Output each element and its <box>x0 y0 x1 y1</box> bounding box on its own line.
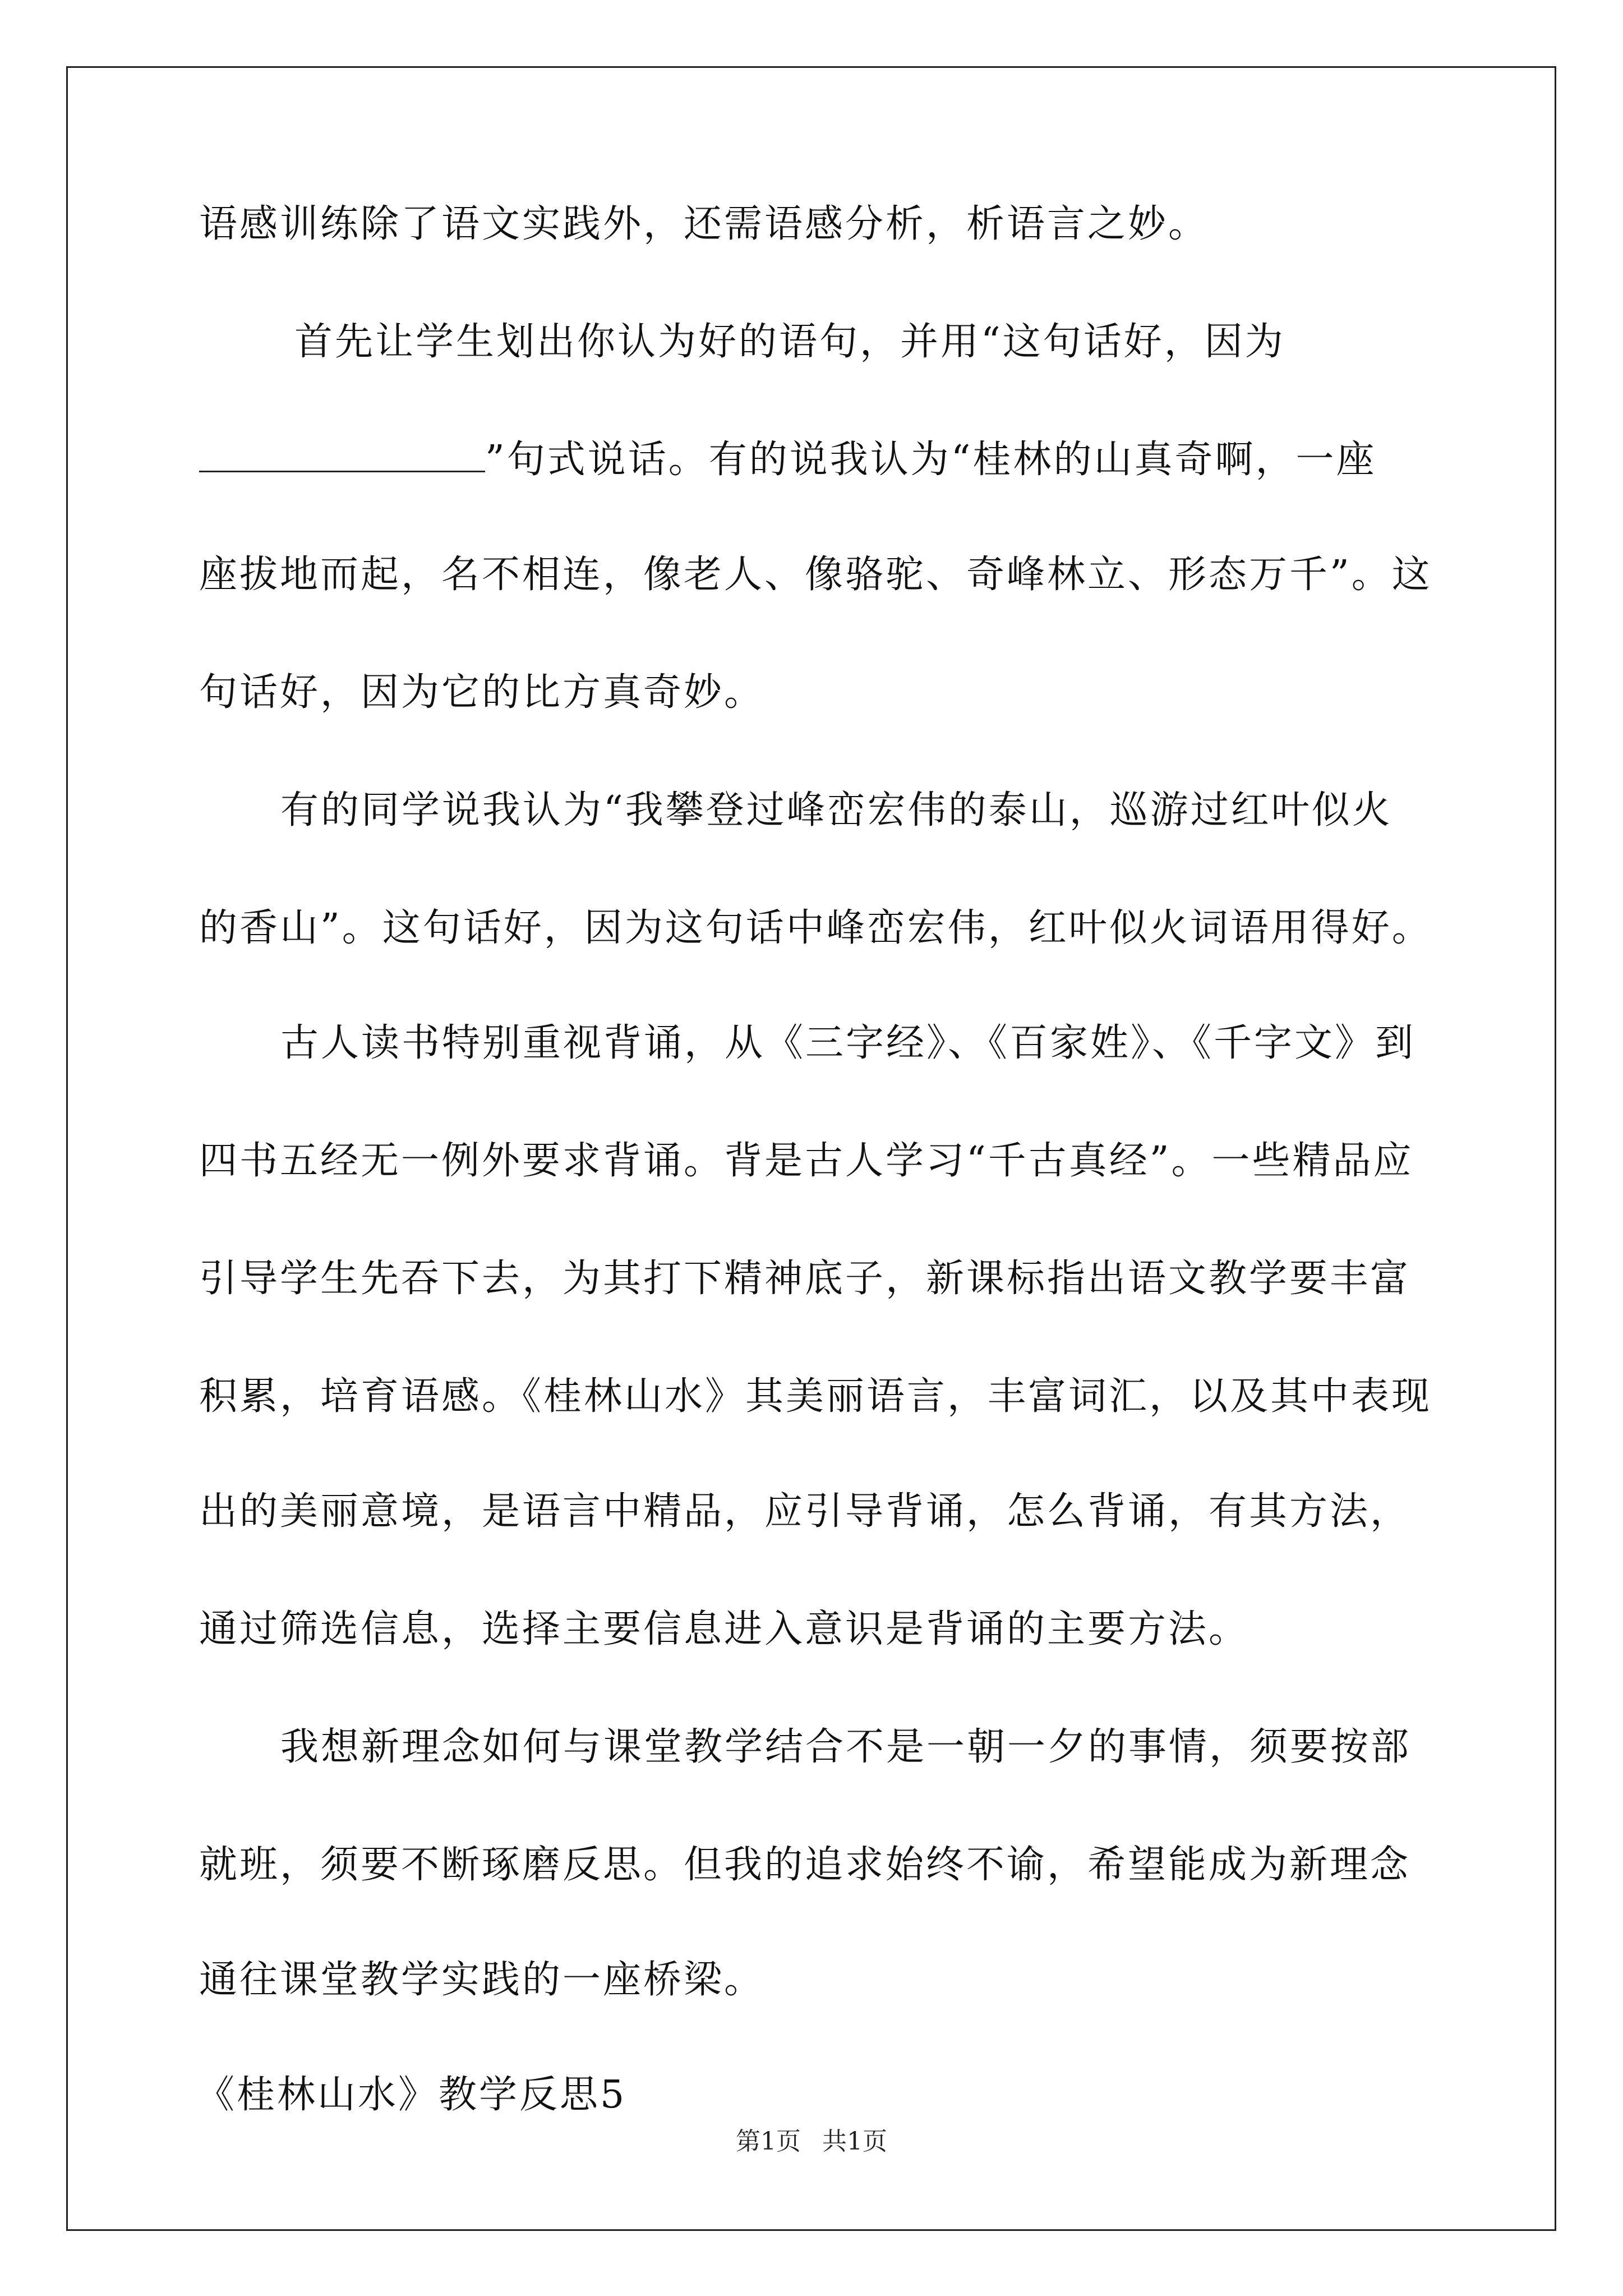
section-heading: 《桂林山水》教学反思5 <box>196 2073 627 2117</box>
text-line-continuation: ”句式说话。有的说我认为“桂林的山真奇啊，一座 <box>485 438 1377 482</box>
text-line: 古人读书特别重视背诵，从《三字经》、《百家姓》、《千字文》到 <box>280 1021 1416 1065</box>
text-line: 通往课堂教学实践的一座桥梁。 <box>199 1958 765 2002</box>
text-line: 的香山”。这句话好，因为这句话中峰峦宏伟，红叶似火词语用得好。 <box>199 906 1432 950</box>
text-line: 出的美丽意境，是语言中精品，应引导背诵，怎么背诵，有其方法， <box>199 1489 1411 1534</box>
text-line: 积累，培育语感。《桂林山水》其美丽语言，丰富词汇，以及其中表现 <box>199 1374 1432 1419</box>
text-line: 句话好，因为它的比方真奇妙。 <box>199 670 765 715</box>
text-line: 座拔地而起，名不相连，像老人、像骆驼、奇峰林立、形态万千”。这 <box>199 553 1432 597</box>
text-line: 就班，须要不断琢磨反思。但我的追求始终不谕，希望能成为新理念 <box>199 1843 1411 1887</box>
page-total: 共1页 <box>822 2127 887 2156</box>
text-line: 首先让学生划出你认为好的语句，并用“这句话好，因为 <box>294 320 1285 364</box>
text-line: 有的同学说我认为“我攀登过峰峦宏伟的泰山，巡游过红叶似火 <box>280 788 1393 832</box>
page-footer <box>0 2126 1623 2157</box>
fill-in-blank <box>199 439 485 472</box>
text-line: 四书五经无一例外要求背诵。背是古人学习“千古真经”。一些精品应 <box>199 1139 1414 1183</box>
text-line: 语感训练除了语文实践外，还需语感分析，析语言之妙。 <box>199 202 1209 246</box>
page-number: 第1页 <box>736 2127 801 2156</box>
text-line-with-blank <box>199 438 1377 482</box>
text-line: 引导学生先吞下去，为其打下精神底子，新课标指出语文教学要丰富 <box>199 1257 1411 1301</box>
text-line: 通过筛选信息，选择主要信息进入意识是背诵的主要方法。 <box>199 1607 1249 1651</box>
text-line: 我想新理念如何与课堂教学结合不是一朝一夕的事情，须要按部 <box>280 1725 1412 1769</box>
